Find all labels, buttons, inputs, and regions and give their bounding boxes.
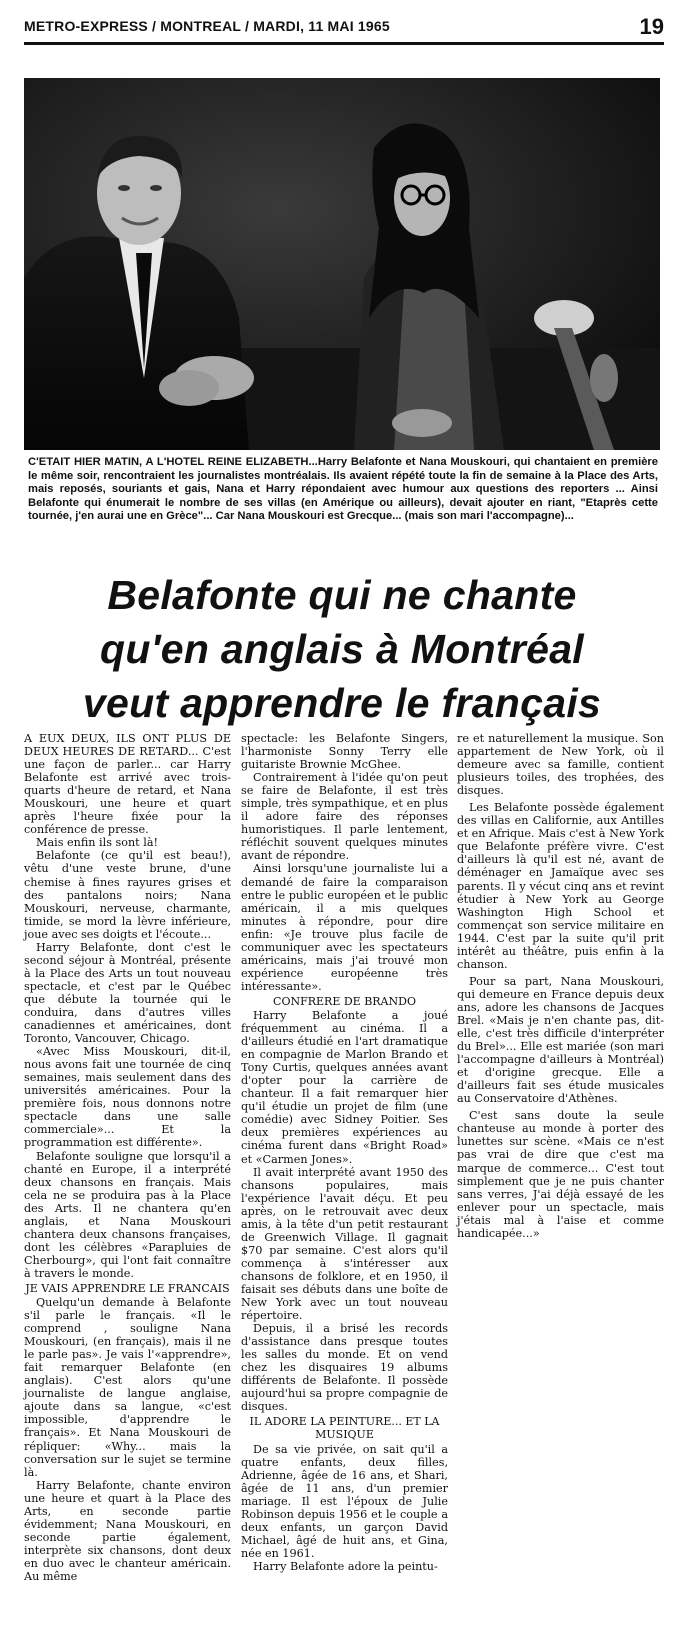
subheading: JE VAIS APPRENDRE LE FRANCAIS — [25, 1281, 230, 1295]
photo-caption — [28, 456, 658, 524]
paragraph: Depuis, il a brisé les records d'assistance dans presque toutes les salles du monde. Et on vend chez les disquaires 19 albums différents de Belafonte. Il possède aujourd'hui sa propre compagnie de disques. — [241, 1322, 448, 1414]
subheading: IL ADORE LA PEINTURE... ET LA MUSIQUE — [249, 1415, 440, 1442]
publication-name: METRO-EXPRESS — [24, 18, 148, 34]
page-number: 19 — [639, 14, 664, 39]
paragraph: Harry Belafonte, dont c'est le second séjour à Montréal, présente à la Place des Arts un tout nouveau spectacle, et c'est par le Québec que débute la tournée qui le conduira, dans d'autres villes canadiennes et américaines, dont Toronto, Vancouver, Chicago. — [24, 940, 231, 1046]
masthead — [24, 14, 664, 45]
photo-illustration — [24, 78, 660, 450]
paragraph: De sa vie privée, on sait qu'il a quatre enfants, deux filles, Adrienne, âgée de 16 ans, et Shari, âgée de 11 ans, d'un premier mariage. Il est l'époux de Julie Robinson depuis 1956 et le couple a deux enfants, un garçon David Michael, âgé de huit ans, et Gina, née en 1961. — [241, 1442, 448, 1560]
paragraph: A EUX DEUX, ILS ONT PLUS DE DEUX HEURES DE RETARD... C'est une façon de parler... car Harry Belafonte est arrivé avec trois-quarts d'heure de retard, et Nana Mouskouri, une heure et quart après l'heure fixée pour la conférence de presse. — [24, 732, 231, 837]
paragraph: C'est sans doute la seule chanteuse au monde à porter des lunettes sur scène. «Mais ce n'est pas vrai de dire que c'est ma marque de commerce... C'est tout simplement que je ne puis chanter sans verres, J'ai déjà essayé de les enlever pour un spectacle, mais j'étais mal à l'aise et comme handicapée...» — [457, 1109, 664, 1240]
paragraph: Ainsi lorsqu'une journaliste lui a demandé de faire la comparaison entre le public européen et le public américain, il a mis quelques minutes à répondre, pour dire enfin: «Je trouve plus facile de communiquer avec les spectateurs américains, mais j'ai trouvé mon expérience européenne très intéressante». — [241, 862, 448, 993]
paragraph: re et naturellement la musique. Son appartement de New York, où il demeure avec sa famille, contient plusieurs toiles, des trophées, des disques. — [457, 732, 664, 798]
subheading: CONFRERE DE BRANDO — [273, 994, 416, 1008]
paragraph: Il avait interprété avant 1950 des chansons populaires, mais l'expérience l'avait déçu. Et peu après, on le retrouvait avec deux amis, à la tête d'un petit restaurant de Greenwich Village. Il gagnait $70 par semaine. C'est alors qu'il commença à s'intéresser aux chansons de folklore, et en 1950, il faisait ses débuts dans une boîte de New York avec un tout nouveau répertoire. — [241, 1165, 448, 1323]
article-column-2 — [241, 732, 448, 1573]
paragraph: Belafonte (ce qu'il est beau!), vêtu d'une veste brune, d'une chemise à fines rayures grises et des pantalons noirs; Nana Mouskouri, nerveuse, charmante, timide, se mord la lèvre inférieure, joue avec ses doigts et l'écoute... — [24, 849, 231, 941]
article-headline — [24, 568, 660, 730]
issue-date: MARDI, 11 MAI 1965 — [253, 18, 390, 34]
press-photo — [24, 78, 660, 450]
paragraph: Harry Belafonte, chante environ une heure et quart à la Place des Arts, en seconde partie évidemment; Nana Mouskouri, en seconde partie également, interprète six chansons, dont deux en duo avec le chanteur américain. Au même — [24, 1478, 231, 1583]
headline-line-3: veut apprendre le français — [82, 680, 602, 726]
masthead-line: METRO-EXPRESS / MONTREAL / MARDI, 11 MAI 1965 — [24, 18, 390, 34]
paragraph: Quelqu'un demande à Belafonte s'il parle le français. «Il le comprend , souligne Nana Mouskouri, (en français), mais il ne le parle pas». Je vais l'«apprendre», fait remarquer Belafonte (en anglais). C'est alors qu'une journaliste de langue anglaise, ajoute dans sa langue, «c'est impossible, d'apprendre le français». Et Nana Mouskouri de répliquer: «Why... mais la conversation sur le sujet se termine là. — [24, 1296, 231, 1479]
headline-line-2: qu'en anglais à Montréal — [100, 626, 584, 672]
article-column-1 — [24, 732, 231, 1583]
paragraph: Belafonte souligne que lorsqu'il a chanté en Europe, il a interprété deux chansons en français. Mais cela ne se produira pas à la Place des Arts. Il ne chantera qu'en anglais, et Nana Mouskouri chantera deux chansons françaises, dont les célèbres «Parapluies de Cherbourg», qui l'ont fait connaître à travers le monde. — [24, 1149, 231, 1280]
paragraph: Contrairement à l'idée qu'on peut se faire de Belafonte, il est très simple, très sympathique, et en plus il adore faire des réponses humoristiques. Il parle lentement, réfléchit souvent quelques minutes avant de répondre. — [241, 771, 448, 863]
paragraph: Harry Belafonte a joué fréquemment au cinéma. Il a d'ailleurs étudié en l'art dramatique en compagnie de Marlon Brando et Tony Curtis, quelques années avant d'opter pour la carrière de chanteur. Il a fait remarquer hier qu'il étudie un projet de film (une comédie) avec Sidney Poitier. Ses deux premières expériences au cinéma furent dans «Bright Road» et «Carmen Jones». — [241, 1008, 448, 1166]
city-name: MONTREAL — [160, 18, 241, 34]
headline-line-1: Belafonte qui ne chante — [107, 572, 577, 618]
paragraph: spectacle: les Belafonte Singers, l'harmoniste Sonny Terry elle guitariste Brownie McGhee. — [241, 732, 448, 772]
paragraph: Harry Belafonte adore la peintu- — [253, 1559, 438, 1573]
caption-text: Harry Belafonte et Nana Mouskouri, qui chantaient en première le même soir, rencontraient les journalistes montréalais. Ils avaient répété toute la fin de semaine à la Place des Arts, mais reposés, souriants et gais, Nana et Harry répondaient avec humour aux questions des reporters ... Ainsi Belafonte qui énumerait le nombre de ses villas (en Amérique ou ailleurs), devait ajouter en riant, "Etaprès cette tournée, j'en aurai une en Grèce"... Car Nana Mouskouri est Grecque... (mais son mari l'accompagne)... — [28, 456, 658, 523]
paragraph: «Avec Miss Mouskouri, dit-il, nous avons fait une tournée de cinq semaines, mais seulement dans des universités américaines. Pour la première fois, nous donnons notre spectacle dans une salle commerciale»... Et la programmation est différente». — [24, 1045, 231, 1150]
paragraph: Pour sa part, Nana Mouskouri, qui demeure en France depuis deux ans, adore les chansons de Jacques Brel. «Mais je n'en chante pas, dit-elle, c'est très difficile d'interpréter du Brel»... Elle est mariée (son mari l'accompagne d'ailleurs à Montréal) et d'origine grecque. Elle a d'ailleurs fait ses étude musicales au Conservatoire d'Athènes. — [457, 974, 664, 1106]
paragraph: Mais enfin ils sont là! — [36, 836, 158, 850]
paragraph: Les Belafonte possède également des villas en Californie, aux Antilles et en Afrique. Mais c'est à New York que Belafonte préfère vivre. C'est d'ailleurs là qu'il est né, avant de déménager en Jamaïque avec ses parents. Il y vécut cinq ans et revint étudier à New York au George Washington High School et commençat son service militaire en 1944. C'est par la suite qu'il prit intérêt au théâtre, puis enfin à la chanson. — [457, 801, 664, 971]
article-column-3 — [457, 732, 664, 1240]
caption-lead: C'ETAIT HIER MATIN, A L'HOTEL REINE ELIZABETH... — [28, 456, 318, 468]
